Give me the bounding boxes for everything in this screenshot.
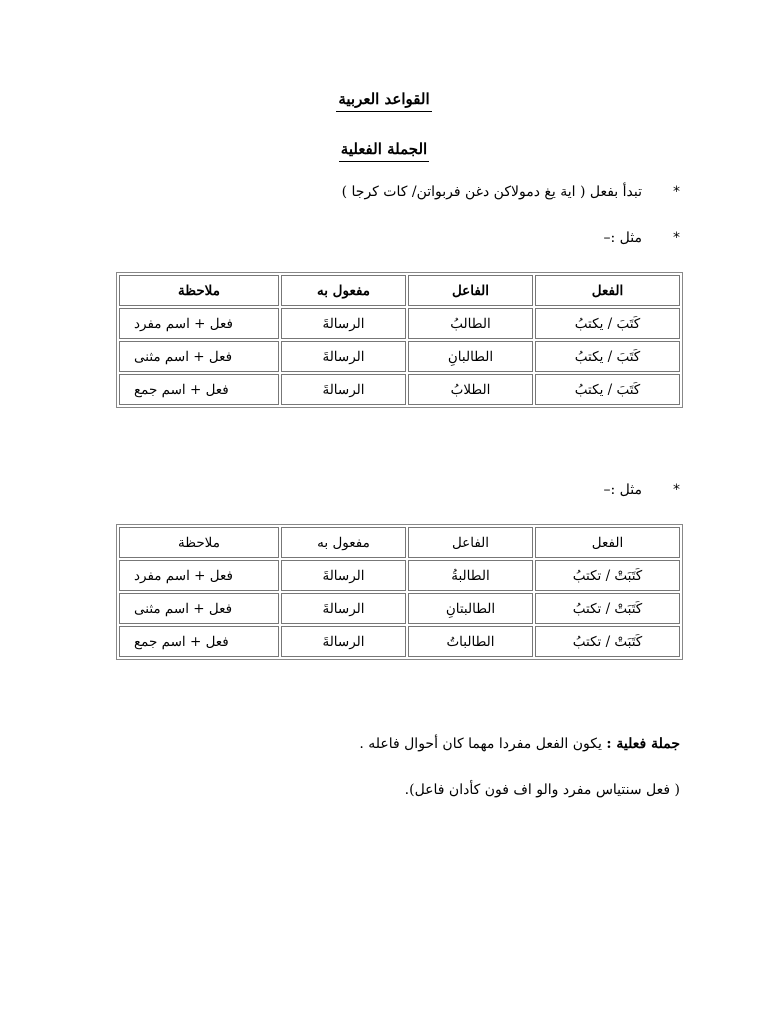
document-subtitle: الجملة الفعلية <box>0 140 768 162</box>
example-bullet-1 <box>80 230 680 246</box>
cell-object: الرسالةَ <box>281 626 406 657</box>
cell-verb: كَتَبَتْ / تكتبُ <box>535 560 680 591</box>
header-note: ملاحظة <box>119 275 279 306</box>
example-label: مثل :– <box>603 482 642 498</box>
cell-note: فعل + اسم مثنى <box>119 593 279 624</box>
header-object: مفعول به <box>281 527 406 558</box>
bullet-star-icon: * <box>673 482 680 498</box>
cell-verb: كَتَبَ / يكتبُ <box>535 341 680 372</box>
cell-object: الرسالةَ <box>281 560 406 591</box>
feminine-verb-table <box>116 524 683 660</box>
cell-note: فعل + اسم مفرد <box>119 560 279 591</box>
cell-note: فعل + اسم جمع <box>119 374 279 405</box>
intro-bullet <box>80 184 680 200</box>
table-row <box>119 593 680 624</box>
cell-subject: الطالبُ <box>408 308 533 339</box>
cell-object: الرسالةَ <box>281 341 406 372</box>
table-row <box>119 560 680 591</box>
intro-text: تبدأ بفعل ( اية يغ دمولاكن دغن فربواتن/ كات كرجا ) <box>341 184 642 200</box>
cell-verb: كَتَبَتْ / تكتبُ <box>535 593 680 624</box>
cell-note: فعل + اسم جمع <box>119 626 279 657</box>
table-header-row <box>119 275 680 306</box>
cell-object: الرسالةَ <box>281 593 406 624</box>
cell-subject: الطلابُ <box>408 374 533 405</box>
table-row <box>119 341 680 372</box>
header-subject: الفاعل <box>408 527 533 558</box>
cell-subject: الطالبةُ <box>408 560 533 591</box>
rule-explanation: ( فعل سنتياس مفرد والو اف فون كأدان فاعل). <box>404 782 680 798</box>
example-label: مثل :– <box>603 230 642 246</box>
bullet-star-icon: * <box>673 230 680 246</box>
cell-note: فعل + اسم مفرد <box>119 308 279 339</box>
table-row <box>119 308 680 339</box>
example-bullet-2 <box>80 482 680 498</box>
document-title: القواعد العربية <box>0 90 768 112</box>
rule-label: جملة فعلية : <box>606 736 680 752</box>
cell-verb: كَتَبَ / يكتبُ <box>535 308 680 339</box>
header-subject: الفاعل <box>408 275 533 306</box>
header-note: ملاحظة <box>119 527 279 558</box>
header-object: مفعول به <box>281 275 406 306</box>
cell-object: الرسالةَ <box>281 308 406 339</box>
masculine-verb-table <box>116 272 683 408</box>
cell-verb: كَتَبَتْ / تكتبُ <box>535 626 680 657</box>
table-header-row <box>119 527 680 558</box>
cell-object: الرسالةَ <box>281 374 406 405</box>
cell-verb: كَتَبَ / يكتبُ <box>535 374 680 405</box>
cell-note: فعل + اسم مثنى <box>119 341 279 372</box>
header-verb: الفعل <box>535 275 680 306</box>
cell-subject: الطالبانِ <box>408 341 533 372</box>
rule-statement <box>80 736 680 752</box>
rule-text: يكون الفعل مفردا مهما كان أحوال فاعله . <box>359 736 602 752</box>
cell-subject: الطالباتُ <box>408 626 533 657</box>
table-row <box>119 626 680 657</box>
cell-subject: الطالبتانِ <box>408 593 533 624</box>
bullet-star-icon: * <box>673 184 680 200</box>
header-verb: الفعل <box>535 527 680 558</box>
table-row <box>119 374 680 405</box>
